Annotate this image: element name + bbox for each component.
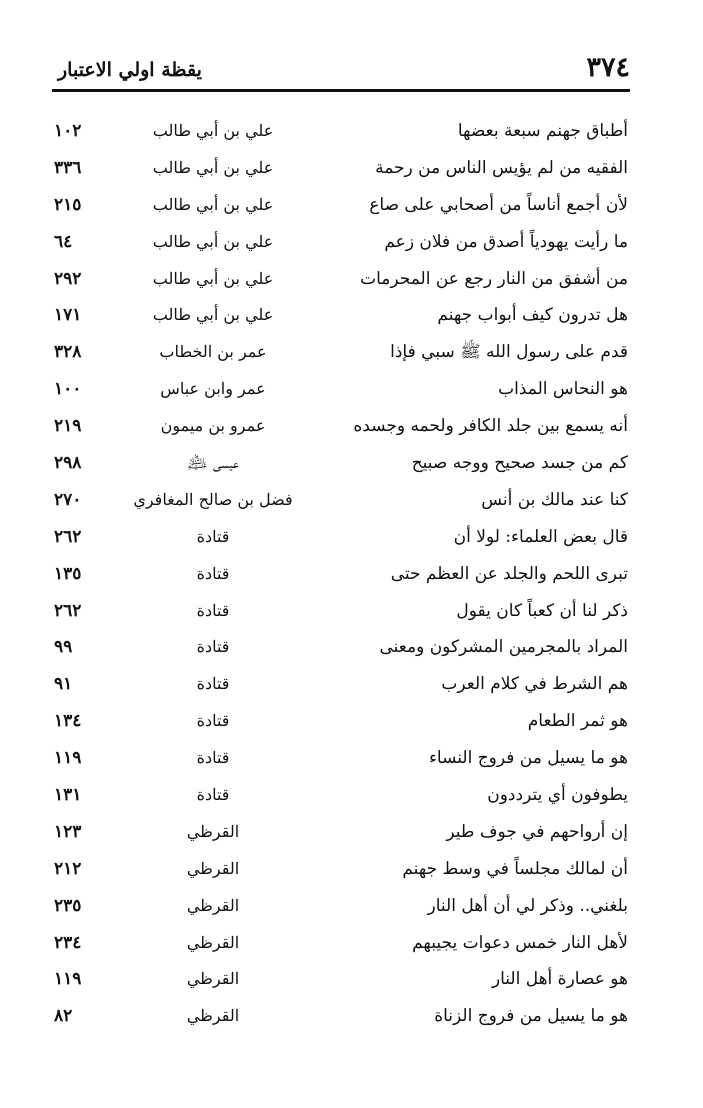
index-row: [52, 261, 630, 298]
narrator-name: قتادة: [196, 674, 230, 694]
index-row: [52, 814, 630, 851]
index-list: [52, 113, 630, 1035]
narrator-name: عمر بن الخطاب: [159, 342, 267, 362]
page-reference: ٣٣٦: [54, 157, 82, 178]
narrator-name: علي بن أبي طالب: [152, 305, 274, 325]
index-row: [52, 224, 630, 261]
quote-text: ذكر لنا أن كعباً كان يقول: [456, 600, 628, 621]
narrator-name: القرظي: [186, 969, 240, 989]
book-title: يقظة اولي الاعتبار: [58, 59, 202, 81]
page-reference: ٩١: [54, 674, 73, 695]
narrator-name: فضل بن صالح المغافري: [133, 489, 293, 509]
quote-text: هم الشرط في كلام العرب: [441, 674, 628, 695]
page-number: ٣٧٤: [586, 52, 630, 83]
index-row: [52, 297, 630, 334]
index-row: [52, 629, 630, 666]
index-row: [52, 150, 630, 187]
page-reference: ١٣٤: [54, 711, 82, 732]
narrator-name: القرظي: [186, 858, 240, 878]
narrator-name: القرظي: [186, 821, 240, 841]
narrator-name: قتادة: [196, 637, 230, 657]
header-divider: [52, 89, 630, 92]
quote-text: كم من جسد صحيح ووجه صبيح: [411, 453, 628, 474]
page-reference: ١١٩: [54, 969, 82, 990]
page-reference: ٢١٥: [54, 194, 82, 215]
narrator-name: علي بن أبي طالب: [152, 157, 274, 177]
quote-text: قال بعض العلماء: لولا أن: [453, 526, 628, 547]
quote-text: من أشفق من النار رجع عن المحرمات: [360, 268, 628, 289]
index-row: [52, 334, 630, 371]
quote-text: المراد بالمجرمين المشركون ومعنى: [379, 637, 628, 658]
index-row: [52, 113, 630, 150]
index-row: [52, 740, 630, 777]
quote-text: قدم على رسول الله ﷺ سبي فإذا: [390, 342, 628, 363]
narrator-name: قتادة: [196, 526, 230, 546]
quote-text: أطباق جهنم سبعة بعضها: [457, 121, 628, 141]
index-row: [52, 371, 630, 408]
narrator-name: القرظي: [186, 932, 240, 952]
page-reference: ٢٩٢: [54, 268, 82, 289]
index-row: [52, 593, 630, 630]
quote-text: أنه يسمع بين جلد الكافر ولحمه وجسده: [353, 416, 628, 437]
index-row: [52, 445, 630, 482]
quote-text: تبرى اللحم والجلد عن العظم حتى: [390, 563, 628, 584]
narrator-name: علي بن أبي طالب: [152, 268, 274, 288]
quote-text: أن لمالك مجلساً في وسط جهنم: [402, 858, 628, 879]
index-row: [52, 961, 630, 998]
index-row: [52, 666, 630, 703]
index-row: [52, 851, 630, 888]
quote-text: لأهل النار خمس دعوات يجيبهم: [412, 932, 628, 953]
page-reference: ١٧١: [54, 305, 82, 326]
quote-text: إن أرواحهم في جوف طير: [446, 821, 628, 842]
page-reference: ٩٩: [54, 637, 73, 658]
narrator-name: عمرو بن ميمون: [160, 416, 266, 436]
quote-text: كنا عند مالك بن أنس: [481, 489, 628, 510]
page-reference: ١٣٥: [54, 563, 82, 584]
page-reference: ٢٦٢: [54, 526, 82, 547]
page-reference: ٢٣٤: [54, 932, 82, 953]
index-row: [52, 519, 630, 556]
index-row: [52, 482, 630, 519]
index-row: [52, 187, 630, 224]
quote-text: هو ما يسيل من فروج الزناة: [434, 1006, 628, 1027]
quote-text: الفقيه من لم يؤيس الناس من رحمة: [375, 157, 628, 178]
narrator-name: قتادة: [196, 563, 230, 583]
page-reference: ١٠٢: [54, 121, 82, 141]
page-reference: ١٢٣: [54, 821, 82, 842]
page-reference: ١٠٠: [54, 379, 82, 400]
index-row: [52, 408, 630, 445]
quote-text: هل تدرون كيف أبواب جهنم: [437, 305, 628, 326]
page-header: [52, 50, 630, 90]
page-reference: ٢٦٢: [54, 600, 82, 621]
narrator-name: القرظي: [186, 895, 240, 915]
page-reference: ٢١٢: [54, 858, 82, 879]
index-row: [52, 998, 630, 1035]
narrator-name: علي بن أبي طالب: [152, 194, 274, 214]
index-row: [52, 703, 630, 740]
narrator-name: قتادة: [196, 711, 230, 731]
index-row: [52, 556, 630, 593]
quote-text: بلغني.. وذكر لي أن أهل النار: [427, 895, 628, 916]
narrator-name: عمر وابن عباس: [160, 379, 266, 399]
narrator-name: عيسى ﵇: [187, 453, 239, 473]
narrator-name: قتادة: [196, 785, 230, 805]
narrator-name: قتادة: [196, 748, 230, 768]
quote-text: هو ما يسيل من فروج النساء: [428, 748, 628, 769]
index-row: [52, 925, 630, 962]
index-row: [52, 888, 630, 925]
quote-text: هو النحاس المذاب: [498, 379, 628, 400]
quote-text: هو عصارة أهل النار: [491, 969, 628, 990]
page-reference: ٢٩٨: [54, 453, 82, 474]
page-reference: ٢٧٠: [54, 489, 82, 510]
page-reference: ١٣١: [54, 785, 82, 806]
page-reference: ٣٢٨: [54, 342, 82, 363]
narrator-name: علي بن أبي طالب: [152, 231, 274, 251]
narrator-name: علي بن أبي طالب: [152, 121, 274, 140]
quote-text: يطوفون أي يترددون: [487, 785, 628, 806]
page-reference: ٦٤: [54, 231, 73, 252]
page-reference: ٢١٩: [54, 416, 82, 437]
index-row: [52, 777, 630, 814]
quote-text: ما رأيت يهودياً أصدق من فلان زعم: [384, 231, 628, 252]
quote-text: لأن أجمع أناساً من أصحابي على صاع: [369, 194, 628, 215]
page-reference: ١١٩: [54, 748, 82, 769]
quote-text: هو ثمر الطعام: [527, 711, 628, 732]
page-reference: ٨٢: [54, 1006, 73, 1027]
page-reference: ٢٣٥: [54, 895, 82, 916]
narrator-name: قتادة: [196, 600, 230, 620]
narrator-name: القرظي: [186, 1006, 240, 1026]
